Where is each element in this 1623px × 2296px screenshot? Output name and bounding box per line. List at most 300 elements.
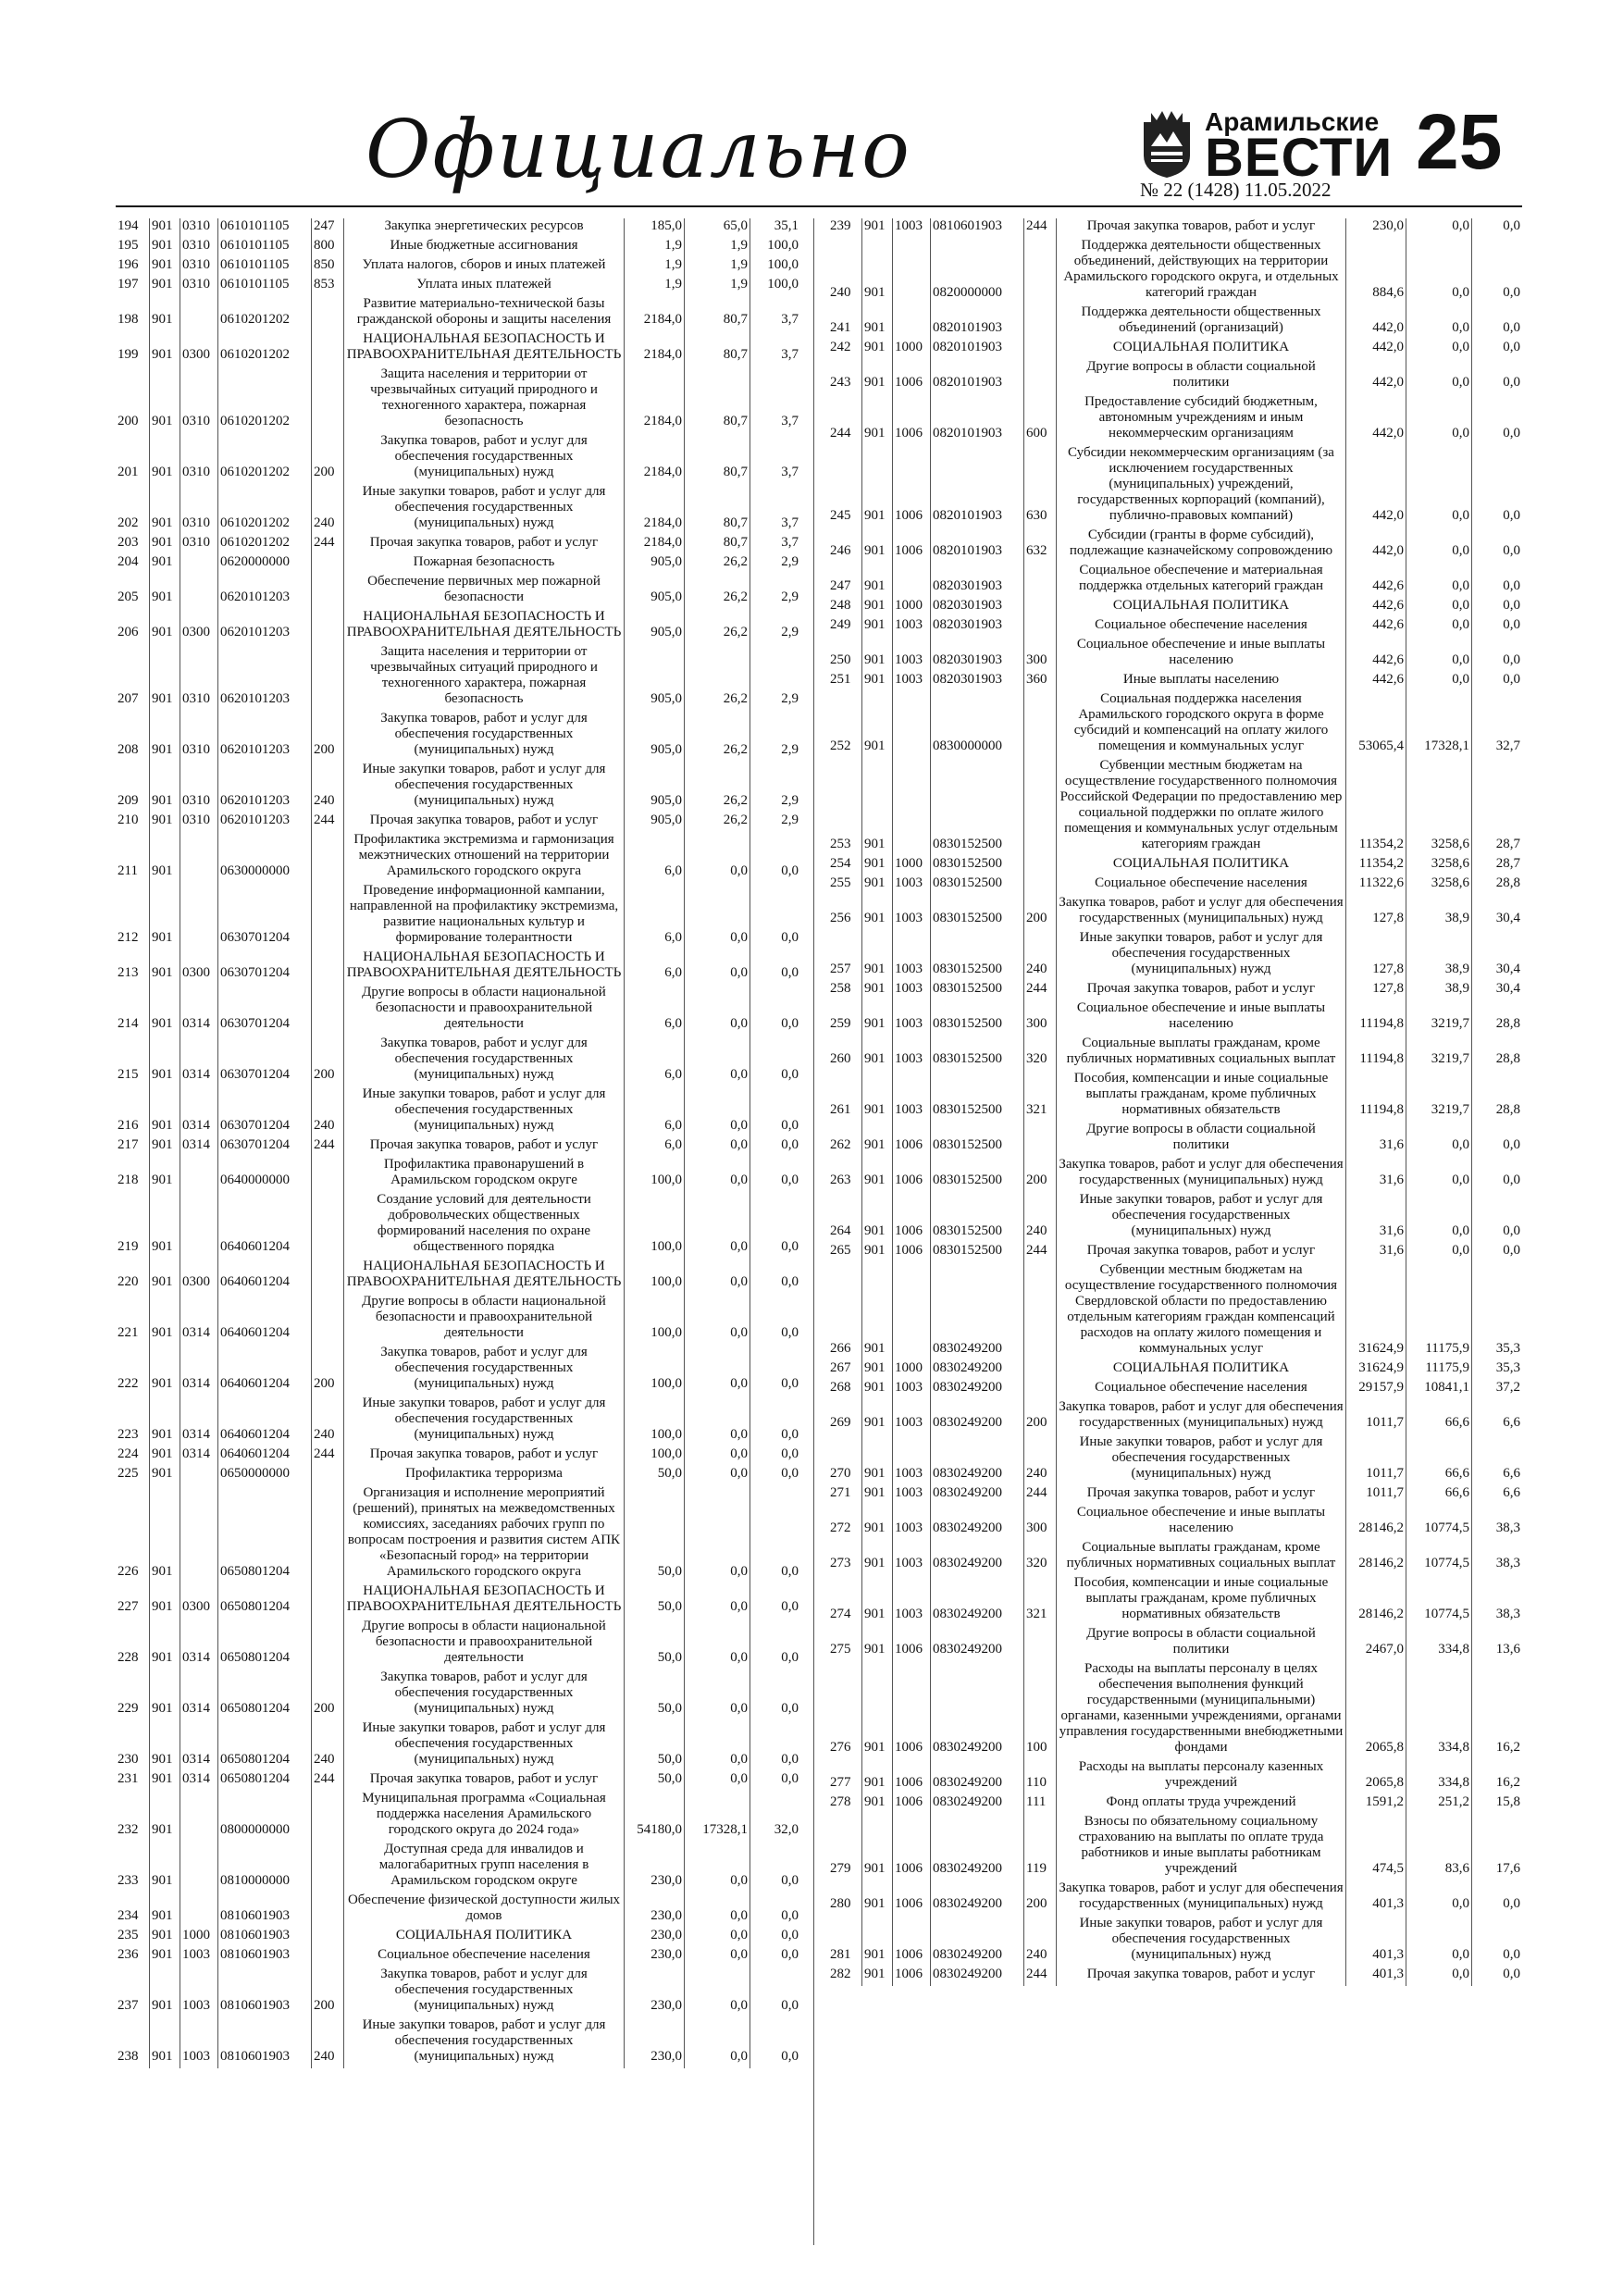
row-number: 268 [828,1380,862,1399]
admin-code: 901 [150,1446,180,1466]
execution-percent: 0,0 [1503,218,1520,233]
item-name: Организация и исполнение мероприятий (решений), принятых на межведомственных комиссиях, заседаниях рабочих групп по вопросам построения и развития систем АПК «Безопасный город» на территории Арамильского городского округа [344,1485,625,1583]
section-code: 0310 [180,711,218,762]
target-article-code: 0810601903 [931,218,1024,238]
admin-code: 901 [150,1157,180,1192]
plan-amount: 127,8 [1346,981,1406,1000]
plan-amount: 100,0 [625,1446,685,1466]
section-code [893,1262,931,1360]
section-code: 1003 [893,1505,931,1540]
item-name: Социальное обеспечение и иные выплаты населению [1057,1000,1346,1036]
admin-code: 901 [862,1192,893,1243]
table-row [828,1759,1522,1794]
target-article-code: 0610201202 [218,484,312,535]
admin-code: 901 [150,1259,180,1294]
actual-amount: 26,2 [685,574,750,609]
issue-info: № 22 (1428) 11.05.2022 [1140,179,1332,201]
admin-code: 901 [862,1661,893,1759]
row-number: 214 [116,985,150,1036]
target-article-code: 0830249200 [931,1434,1024,1485]
section-code: 1006 [893,1814,931,1880]
section-code: 1003 [180,1967,218,2017]
table-row [828,617,1522,637]
row-number: 225 [116,1466,150,1485]
plan-amount: 884,6 [1346,238,1406,304]
execution-percent: 3,7 [781,414,799,428]
admin-code: 901 [150,949,180,985]
admin-code: 901 [862,394,893,445]
table-row [116,1345,800,1396]
admin-code: 901 [150,535,180,554]
section-code [893,238,931,304]
expense-type-code [312,949,344,985]
execution-percent: 0,0 [781,1427,799,1442]
table-row [828,1000,1522,1036]
target-article-code: 0630000000 [218,832,312,883]
admin-code: 901 [862,691,893,758]
section-code [180,1842,218,1893]
execution-percent: 3,7 [781,465,799,479]
expense-type-code [312,832,344,883]
row-number: 243 [828,359,862,394]
target-article-code: 0620101203 [218,762,312,813]
section-code: 1006 [893,1243,931,1262]
plan-amount: 50,0 [625,1619,685,1669]
item-name: Прочая закупка товаров, работ и услуг [1057,1967,1346,1986]
item-name: Уплата налогов, сборов и иных платежей [344,257,625,277]
admin-code: 901 [150,985,180,1036]
section-code: 0314 [180,1036,218,1086]
row-number: 251 [828,672,862,691]
target-article-code: 0610101105 [218,238,312,257]
section-code: 0310 [180,366,218,433]
section-code [893,304,931,340]
plan-amount: 31,6 [1346,1192,1406,1243]
item-name: Закупка товаров, работ и услуг для обеспечения государственных (муниципальных) нужд [1057,1399,1346,1434]
expense-type-code: 321 [1024,1071,1057,1122]
row-number: 240 [828,238,862,304]
plan-amount: 442,0 [1346,394,1406,445]
item-name: Взносы по обязательному социальному страхованию на выплаты по оплате труда работников и иные выплаты работникам учреждений [1057,1814,1346,1880]
table-row [828,875,1522,895]
brand-name-main: ВЕСТИ [1205,128,1394,188]
expense-type-code [312,1791,344,1842]
table-row [828,304,1522,340]
admin-code: 901 [150,1928,180,1947]
target-article-code: 0800000000 [218,1791,312,1842]
admin-code: 901 [150,1842,180,1893]
item-name: Иные закупки товаров, работ и услуг для обеспечения государственных (муниципальных) нужд [1057,930,1346,981]
execution-percent: 0,0 [781,1325,799,1340]
table-row [828,359,1522,394]
target-article-code: 0620101203 [218,609,312,644]
actual-amount: 0,0 [1406,340,1472,359]
row-number: 249 [828,617,862,637]
row-number: 237 [116,1967,150,2017]
actual-amount: 1,9 [685,277,750,296]
plan-amount: 401,3 [1346,1880,1406,1916]
plan-amount: 2184,0 [625,366,685,433]
item-name: Иные закупки товаров, работ и услуг для обеспечения государственных (муниципальных) нужд [344,484,625,535]
table-row [116,366,800,433]
admin-code: 901 [150,218,180,238]
admin-code: 901 [150,609,180,644]
section-code: 1006 [893,1192,931,1243]
execution-percent: 0,0 [1503,598,1520,613]
execution-percent: 0,0 [781,1239,799,1254]
target-article-code: 0830152500 [931,895,1024,930]
execution-percent: 2,9 [781,590,799,604]
row-number: 248 [828,598,862,617]
admin-code: 901 [150,1947,180,1967]
section-title: Официально [365,104,911,196]
section-code: 0310 [180,484,218,535]
row-number: 281 [828,1916,862,1967]
item-name: Пособия, компенсации и иные социальные выплаты гражданам, кроме публичных нормативных обязательств [1057,1575,1346,1626]
expense-type-code: 240 [312,1720,344,1771]
expense-type-code [312,366,344,433]
execution-percent: 38,3 [1495,1556,1520,1570]
section-code: 1006 [893,1661,931,1759]
row-number: 209 [116,762,150,813]
section-code: 0310 [180,238,218,257]
section-code: 1003 [893,218,931,238]
expense-type-code [312,1466,344,1485]
section-code [180,1485,218,1583]
target-article-code: 0650000000 [218,1466,312,1485]
admin-code: 901 [862,1071,893,1122]
target-article-code: 0610201202 [218,366,312,433]
target-article-code: 0820101903 [931,304,1024,340]
plan-amount: 442,6 [1346,563,1406,598]
row-number: 259 [828,1000,862,1036]
expense-type-code: 240 [1024,930,1057,981]
section-code: 0314 [180,1446,218,1466]
execution-percent: 28,8 [1495,1102,1520,1117]
expense-type-code [312,1485,344,1583]
plan-amount: 28146,2 [1346,1505,1406,1540]
expense-type-code [1024,691,1057,758]
section-code: 1003 [893,1575,931,1626]
actual-amount: 1,9 [685,238,750,257]
actual-amount: 0,0 [685,1192,750,1259]
row-number: 282 [828,1967,862,1986]
execution-percent: 0,0 [781,1137,799,1152]
item-name: Другие вопросы в области социальной политики [1057,1122,1346,1157]
item-name: Закупка товаров, работ и услуг для обеспечения государственных (муниципальных) нужд [344,1345,625,1396]
execution-percent: 17,6 [1495,1861,1520,1876]
admin-code: 901 [150,1967,180,2017]
table-row [828,1505,1522,1540]
actual-amount: 0,0 [1406,1967,1472,1986]
section-code: 1003 [893,637,931,672]
section-code: 1006 [893,1880,931,1916]
plan-amount: 31624,9 [1346,1262,1406,1360]
plan-amount: 6,0 [625,1036,685,1086]
actual-amount: 0,0 [685,1345,750,1396]
admin-code: 901 [150,1669,180,1720]
table-row [828,1916,1522,1967]
row-number: 254 [828,856,862,875]
row-number: 269 [828,1399,862,1434]
item-name: Иные закупки товаров, работ и услуг для обеспечения государственных (муниципальных) нужд [1057,1434,1346,1485]
target-article-code: 0830152500 [931,1036,1024,1071]
target-article-code: 0650801204 [218,1485,312,1583]
item-name: Прочая закупка товаров, работ и услуг [1057,1243,1346,1262]
section-code [180,1466,218,1485]
expense-type-code [312,1842,344,1893]
item-name: Закупка товаров, работ и услуг для обеспечения государственных (муниципальных) нужд [344,1036,625,1086]
actual-amount: 3258,6 [1406,875,1472,895]
expense-type-code: 111 [1024,1794,1057,1814]
target-article-code: 0610201202 [218,331,312,366]
section-code: 1006 [893,359,931,394]
section-code: 1003 [893,1434,931,1485]
table-row [828,1485,1522,1505]
table-row [116,1036,800,1086]
row-number: 242 [828,340,862,359]
target-article-code: 0620101203 [218,644,312,711]
actual-amount: 66,6 [1406,1485,1472,1505]
target-article-code: 0820301903 [931,637,1024,672]
table-row [116,711,800,762]
section-code: 0300 [180,609,218,644]
row-number: 231 [116,1771,150,1791]
admin-code: 901 [862,238,893,304]
table-row [828,758,1522,856]
target-article-code: 0820301903 [931,617,1024,637]
actual-amount: 26,2 [685,711,750,762]
admin-code: 901 [862,1262,893,1360]
admin-code: 901 [150,644,180,711]
item-name: Поддержка деятельности общественных объединений, действующих на территории Арамильского городского округа, и отдельных категорий граждан [1057,238,1346,304]
column-divider [813,218,814,2245]
target-article-code: 0620101203 [218,711,312,762]
target-article-code: 0610201202 [218,535,312,554]
row-number: 227 [116,1583,150,1619]
execution-percent: 0,0 [1503,426,1520,441]
plan-amount: 6,0 [625,985,685,1036]
admin-code: 901 [862,527,893,563]
target-article-code: 0830249200 [931,1967,1024,1986]
execution-percent: 0,0 [1503,543,1520,558]
execution-percent: 0,0 [1503,1243,1520,1258]
section-code: 0314 [180,1396,218,1446]
target-article-code: 0630701204 [218,883,312,949]
execution-percent: 37,2 [1495,1380,1520,1395]
plan-amount: 2184,0 [625,331,685,366]
actual-amount: 0,0 [1406,637,1472,672]
target-article-code: 0830249200 [931,1880,1024,1916]
admin-code: 901 [862,1434,893,1485]
section-code: 1006 [893,1626,931,1661]
expense-type-code [312,1157,344,1192]
execution-percent: 0,0 [781,930,799,945]
item-name: Расходы на выплаты персоналу казенных учреждений [1057,1759,1346,1794]
section-code: 1003 [893,981,931,1000]
row-number: 236 [116,1947,150,1967]
target-article-code: 0630701204 [218,1086,312,1137]
row-number: 257 [828,930,862,981]
execution-percent: 35,3 [1495,1360,1520,1375]
expense-type-code: 240 [312,2017,344,2068]
row-number: 219 [116,1192,150,1259]
item-name: Предоставление субсидий бюджетным, автономным учреждениям и иным некоммерческим организациям [1057,394,1346,445]
section-code: 1000 [893,598,931,617]
section-code: 0310 [180,762,218,813]
plan-amount: 905,0 [625,813,685,832]
expense-type-code: 244 [312,1137,344,1157]
plan-amount: 2184,0 [625,535,685,554]
actual-amount: 0,0 [1406,1192,1472,1243]
row-number: 232 [116,1791,150,1842]
target-article-code: 0830152500 [931,1157,1024,1192]
section-code [180,883,218,949]
table-row [116,883,800,949]
admin-code: 901 [862,930,893,981]
plan-amount: 2065,8 [1346,1759,1406,1794]
table-row [116,1893,800,1928]
admin-code: 901 [862,875,893,895]
table-row [116,574,800,609]
item-name: Социальные выплаты гражданам, кроме публичных нормативных социальных выплат [1057,1540,1346,1575]
execution-percent: 6,6 [1503,1485,1520,1500]
admin-code: 901 [150,1791,180,1842]
execution-percent: 38,3 [1495,1607,1520,1621]
table-row [116,433,800,484]
execution-percent: 30,4 [1495,911,1520,925]
row-number: 267 [828,1360,862,1380]
plan-amount: 905,0 [625,554,685,574]
table-row [116,1137,800,1157]
plan-amount: 31,6 [1346,1243,1406,1262]
actual-amount: 0,0 [685,985,750,1036]
table-row [116,1294,800,1345]
execution-percent: 2,9 [781,742,799,757]
row-number: 271 [828,1485,862,1505]
expense-type-code [1024,1626,1057,1661]
execution-percent: 0,0 [781,965,799,980]
section-code: 0314 [180,1345,218,1396]
target-article-code: 0830249200 [931,1626,1024,1661]
item-name: Проведение информационной кампании, направленной на профилактику экстремизма, развитие национальных культур и формирование толерантности [344,883,625,949]
expense-type-code: 240 [312,1396,344,1446]
section-code: 1006 [893,1122,931,1157]
target-article-code: 0820101903 [931,445,1024,527]
expense-type-code [1024,598,1057,617]
target-article-code: 0820101903 [931,359,1024,394]
target-article-code: 0820301903 [931,672,1024,691]
expense-type-code [1024,856,1057,875]
expense-type-code: 600 [1024,394,1057,445]
section-code: 1003 [893,1380,931,1399]
actual-amount: 0,0 [685,883,750,949]
execution-percent: 3,7 [781,347,799,362]
plan-amount: 50,0 [625,1771,685,1791]
plan-amount: 230,0 [1346,218,1406,238]
target-article-code: 0610201202 [218,433,312,484]
budget-table-right [828,218,1522,1986]
expense-type-code: 240 [312,1086,344,1137]
row-number: 280 [828,1880,862,1916]
target-article-code: 0810601903 [218,1967,312,2017]
admin-code: 901 [862,1485,893,1505]
execution-percent: 0,0 [781,1752,799,1767]
row-number: 208 [116,711,150,762]
item-name: Иные выплаты населению [1057,672,1346,691]
row-number: 217 [116,1137,150,1157]
plan-amount: 442,6 [1346,672,1406,691]
table-row [828,691,1522,758]
actual-amount: 0,0 [1406,1916,1472,1967]
table-row [828,1626,1522,1661]
actual-amount: 0,0 [685,1583,750,1619]
section-code: 0310 [180,644,218,711]
execution-percent: 0,0 [781,1376,799,1391]
admin-code: 901 [862,563,893,598]
row-number: 220 [116,1259,150,1294]
table-row [828,1814,1522,1880]
item-name: Прочая закупка товаров, работ и услуг [344,813,625,832]
execution-percent: 2,9 [781,625,799,639]
execution-percent: 16,2 [1495,1740,1520,1755]
table-row [116,1446,800,1466]
execution-percent: 3,7 [781,535,799,550]
execution-percent: 0,0 [781,1998,799,2013]
actual-amount: 80,7 [685,331,750,366]
actual-amount: 0,0 [685,1485,750,1583]
section-code: 1003 [180,1947,218,1967]
expense-type-code: 200 [1024,1880,1057,1916]
item-name: СОЦИАЛЬНАЯ ПОЛИТИКА [1057,340,1346,359]
row-number: 213 [116,949,150,985]
row-number: 194 [116,218,150,238]
execution-percent: 0,0 [781,1118,799,1133]
section-code: 0300 [180,331,218,366]
execution-percent: 0,0 [1503,672,1520,687]
actual-amount: 0,0 [1406,1122,1472,1157]
table-row [828,1794,1522,1814]
table-row [828,598,1522,617]
expense-type-code [312,1259,344,1294]
row-number: 241 [828,304,862,340]
expense-type-code: 244 [312,535,344,554]
row-number: 207 [116,644,150,711]
row-number: 265 [828,1243,862,1262]
table-row [116,218,800,238]
brand-name-top: Арамильские [1205,107,1380,136]
actual-amount: 0,0 [1406,445,1472,527]
actual-amount: 38,9 [1406,930,1472,981]
row-number: 253 [828,758,862,856]
expense-type-code [1024,238,1057,304]
plan-amount: 100,0 [625,1294,685,1345]
item-name: Иные закупки товаров, работ и услуг для обеспечения государственных (муниципальных) нужд [1057,1916,1346,1967]
actual-amount: 26,2 [685,813,750,832]
plan-amount: 11322,6 [1346,875,1406,895]
actual-amount: 0,0 [685,1466,750,1485]
admin-code: 901 [150,762,180,813]
table-row [828,672,1522,691]
item-name: Закупка товаров, работ и услуг для обеспечения государственных (муниципальных) нужд [1057,1157,1346,1192]
item-name: Субвенции местным бюджетам на осуществление государственного полномочия Свердловской области по предоставлению отдельным категориям граждан компенсаций расходов на оплату жилого помещения и коммунальных услуг [1057,1262,1346,1360]
execution-percent: 0,0 [1503,578,1520,593]
target-article-code: 0830249200 [931,1794,1024,1814]
expense-type-code [312,1294,344,1345]
execution-percent: 30,4 [1495,962,1520,976]
budget-table-left [116,218,800,2068]
plan-amount: 1011,7 [1346,1399,1406,1434]
